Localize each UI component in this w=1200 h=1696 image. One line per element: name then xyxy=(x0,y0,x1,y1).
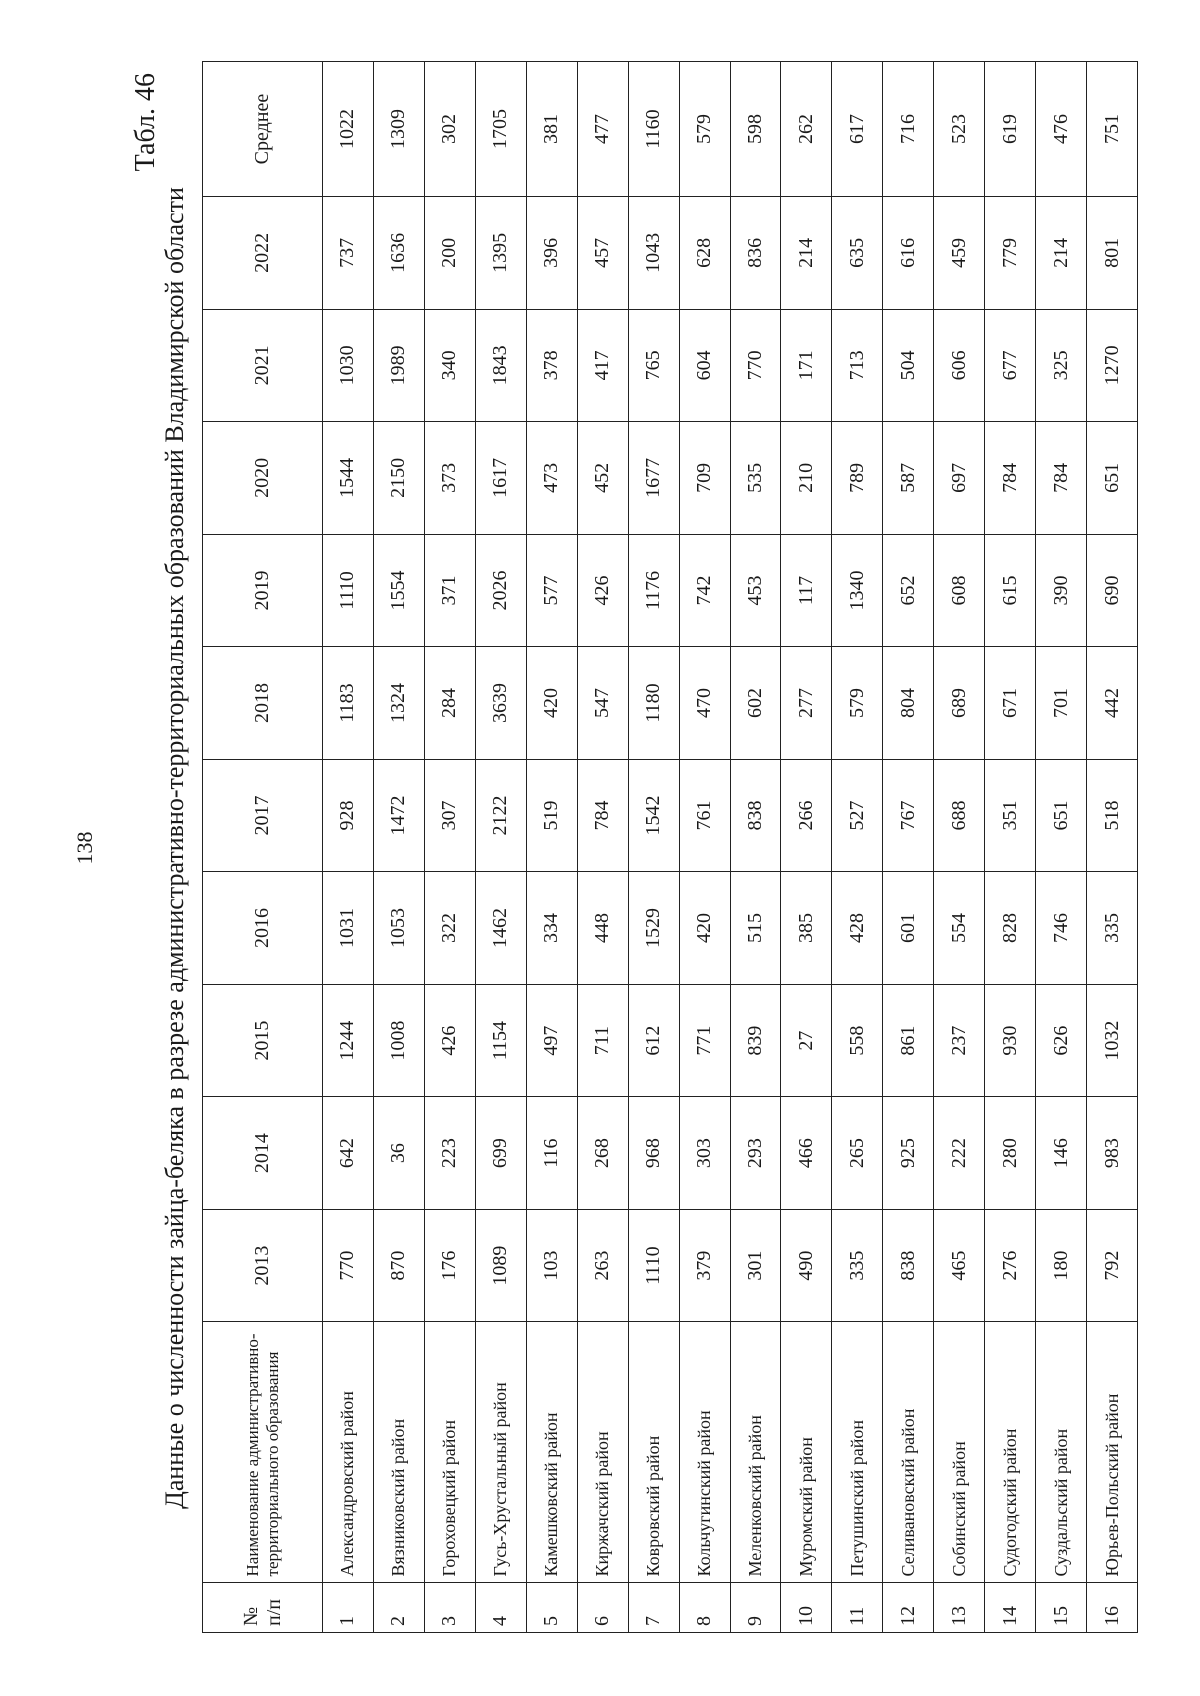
year-value-cell: 697 xyxy=(934,422,985,535)
district-name-cell: Селивановский район xyxy=(883,1322,934,1583)
average-value-cell: 477 xyxy=(577,62,628,197)
year-value-cell: 280 xyxy=(985,1097,1036,1210)
year-value-cell: 1030 xyxy=(323,309,374,422)
average-value-cell: 751 xyxy=(1087,62,1138,197)
header-year: 2020 xyxy=(203,422,323,535)
header-number-symbol: № xyxy=(239,1606,262,1626)
row-number-cell: 1 xyxy=(323,1583,374,1633)
header-year: 2017 xyxy=(203,759,323,872)
year-value-cell: 266 xyxy=(781,759,832,872)
year-value-cell: 606 xyxy=(934,309,985,422)
year-value-cell: 210 xyxy=(781,422,832,535)
average-value-cell: 1309 xyxy=(373,62,424,197)
year-value-cell: 518 xyxy=(1087,759,1138,872)
table-row xyxy=(781,62,832,1633)
average-value-cell: 579 xyxy=(679,62,730,197)
year-value-cell: 1677 xyxy=(628,422,679,535)
year-value-cell: 771 xyxy=(679,984,730,1097)
average-value-cell: 302 xyxy=(424,62,475,197)
year-value-cell: 497 xyxy=(526,984,577,1097)
year-value-cell: 604 xyxy=(679,309,730,422)
row-number-cell: 4 xyxy=(475,1583,526,1633)
year-value-cell: 504 xyxy=(883,309,934,422)
year-value-cell: 836 xyxy=(730,197,781,310)
year-value-cell: 801 xyxy=(1087,197,1138,310)
year-value-cell: 779 xyxy=(985,197,1036,310)
header-year: 2021 xyxy=(203,309,323,422)
year-value-cell: 671 xyxy=(985,647,1036,760)
year-value-cell: 466 xyxy=(781,1097,832,1210)
header-average: Среднее xyxy=(203,62,323,197)
year-value-cell: 711 xyxy=(577,984,628,1097)
year-value-cell: 616 xyxy=(883,197,934,310)
year-value-cell: 554 xyxy=(934,872,985,985)
year-value-cell: 465 xyxy=(934,1209,985,1322)
district-name-cell: Меленковский район xyxy=(730,1322,781,1583)
year-value-cell: 983 xyxy=(1087,1097,1138,1210)
year-value-cell: 222 xyxy=(934,1097,985,1210)
header-year: 2013 xyxy=(203,1209,323,1322)
year-value-cell: 426 xyxy=(424,984,475,1097)
header-year: 2015 xyxy=(203,984,323,1097)
year-value-cell: 770 xyxy=(323,1209,374,1322)
year-value-cell: 1154 xyxy=(475,984,526,1097)
year-value-cell: 146 xyxy=(1036,1097,1087,1210)
district-name-cell: Вязниковский район xyxy=(373,1322,424,1583)
year-value-cell: 116 xyxy=(526,1097,577,1210)
average-value-cell: 716 xyxy=(883,62,934,197)
row-number-cell: 10 xyxy=(781,1583,832,1633)
year-value-cell: 171 xyxy=(781,309,832,422)
year-value-cell: 223 xyxy=(424,1097,475,1210)
year-value-cell: 36 xyxy=(373,1097,424,1210)
district-name-cell: Собинский район xyxy=(934,1322,985,1583)
year-value-cell: 1472 xyxy=(373,759,424,872)
year-value-cell: 765 xyxy=(628,309,679,422)
year-value-cell: 470 xyxy=(679,647,730,760)
year-value-cell: 3639 xyxy=(475,647,526,760)
header-number-abbrev: п/п xyxy=(262,1599,285,1626)
year-value-cell: 527 xyxy=(832,759,883,872)
year-value-cell: 602 xyxy=(730,647,781,760)
year-value-cell: 688 xyxy=(934,759,985,872)
year-value-cell: 325 xyxy=(1036,309,1087,422)
year-value-cell: 1110 xyxy=(628,1209,679,1322)
year-value-cell: 1183 xyxy=(323,647,374,760)
year-value-cell: 713 xyxy=(832,309,883,422)
year-value-cell: 1270 xyxy=(1087,309,1138,422)
header-number xyxy=(203,1583,323,1633)
average-value-cell: 476 xyxy=(1036,62,1087,197)
year-value-cell: 535 xyxy=(730,422,781,535)
year-value-cell: 303 xyxy=(679,1097,730,1210)
district-name-cell: Кольчугинский район xyxy=(679,1322,730,1583)
row-number-cell: 11 xyxy=(832,1583,883,1633)
year-value-cell: 263 xyxy=(577,1209,628,1322)
year-value-cell: 214 xyxy=(1036,197,1087,310)
table-row xyxy=(679,62,730,1633)
year-value-cell: 420 xyxy=(526,647,577,760)
average-value-cell: 598 xyxy=(730,62,781,197)
year-value-cell: 340 xyxy=(424,309,475,422)
year-value-cell: 689 xyxy=(934,647,985,760)
table-row xyxy=(628,62,679,1633)
district-name-cell: Александровский район xyxy=(323,1322,374,1583)
header-year: 2018 xyxy=(203,647,323,760)
header-row xyxy=(203,62,323,1633)
district-name-cell: Гусь-Хрустальный район xyxy=(475,1322,526,1583)
header-year: 2016 xyxy=(203,872,323,985)
year-value-cell: 371 xyxy=(424,534,475,647)
row-number-cell: 15 xyxy=(1036,1583,1087,1633)
year-value-cell: 322 xyxy=(424,872,475,985)
average-value-cell: 1160 xyxy=(628,62,679,197)
row-number-cell: 5 xyxy=(526,1583,577,1633)
year-value-cell: 265 xyxy=(832,1097,883,1210)
year-value-cell: 519 xyxy=(526,759,577,872)
hare-population-table xyxy=(202,61,1138,1633)
year-value-cell: 417 xyxy=(577,309,628,422)
year-value-cell: 490 xyxy=(781,1209,832,1322)
year-value-cell: 968 xyxy=(628,1097,679,1210)
year-value-cell: 334 xyxy=(526,872,577,985)
year-value-cell: 1544 xyxy=(323,422,374,535)
year-value-cell: 301 xyxy=(730,1209,781,1322)
year-value-cell: 677 xyxy=(985,309,1036,422)
year-value-cell: 652 xyxy=(883,534,934,647)
year-value-cell: 828 xyxy=(985,872,1036,985)
row-number-cell: 6 xyxy=(577,1583,628,1633)
year-value-cell: 709 xyxy=(679,422,730,535)
table-row xyxy=(985,62,1036,1633)
year-value-cell: 237 xyxy=(934,984,985,1097)
year-value-cell: 1110 xyxy=(323,534,374,647)
year-value-cell: 103 xyxy=(526,1209,577,1322)
year-value-cell: 742 xyxy=(679,534,730,647)
district-name-cell: Муромский район xyxy=(781,1322,832,1583)
average-value-cell: 617 xyxy=(832,62,883,197)
district-name-cell: Гороховецкий район xyxy=(424,1322,475,1583)
year-value-cell: 307 xyxy=(424,759,475,872)
district-name-cell: Юрьев-Польский район xyxy=(1087,1322,1138,1583)
year-value-cell: 442 xyxy=(1087,647,1138,760)
average-value-cell: 523 xyxy=(934,62,985,197)
year-value-cell: 420 xyxy=(679,872,730,985)
row-number-cell: 3 xyxy=(424,1583,475,1633)
average-value-cell: 1705 xyxy=(475,62,526,197)
year-value-cell: 642 xyxy=(323,1097,374,1210)
year-value-cell: 1340 xyxy=(832,534,883,647)
row-number-cell: 12 xyxy=(883,1583,934,1633)
year-value-cell: 428 xyxy=(832,872,883,985)
year-value-cell: 277 xyxy=(781,647,832,760)
year-value-cell: 2026 xyxy=(475,534,526,647)
year-value-cell: 268 xyxy=(577,1097,628,1210)
year-value-cell: 378 xyxy=(526,309,577,422)
year-value-cell: 792 xyxy=(1087,1209,1138,1322)
row-number-cell: 14 xyxy=(985,1583,1036,1633)
year-value-cell: 699 xyxy=(475,1097,526,1210)
row-number-cell: 13 xyxy=(934,1583,985,1633)
year-value-cell: 473 xyxy=(526,422,577,535)
year-value-cell: 1244 xyxy=(323,984,374,1097)
year-value-cell: 635 xyxy=(832,197,883,310)
year-value-cell: 1636 xyxy=(373,197,424,310)
year-value-cell: 373 xyxy=(424,422,475,535)
year-value-cell: 746 xyxy=(1036,872,1087,985)
table-row xyxy=(323,62,374,1633)
year-value-cell: 558 xyxy=(832,984,883,1097)
year-value-cell: 1176 xyxy=(628,534,679,647)
year-value-cell: 117 xyxy=(781,534,832,647)
year-value-cell: 1395 xyxy=(475,197,526,310)
table-row xyxy=(577,62,628,1633)
year-value-cell: 385 xyxy=(781,872,832,985)
table-body xyxy=(323,62,1138,1633)
header-name: Наименование административно-территориального образования xyxy=(203,1322,323,1583)
row-number-cell: 7 xyxy=(628,1583,679,1633)
table-row xyxy=(373,62,424,1633)
district-name-cell: Суздальский район xyxy=(1036,1322,1087,1583)
average-value-cell: 262 xyxy=(781,62,832,197)
rotated-page-content xyxy=(130,57,1150,1639)
year-value-cell: 1008 xyxy=(373,984,424,1097)
year-value-cell: 608 xyxy=(934,534,985,647)
year-value-cell: 1529 xyxy=(628,872,679,985)
year-value-cell: 426 xyxy=(577,534,628,647)
year-value-cell: 612 xyxy=(628,984,679,1097)
year-value-cell: 2150 xyxy=(373,422,424,535)
year-value-cell: 626 xyxy=(1036,984,1087,1097)
year-value-cell: 1089 xyxy=(475,1209,526,1322)
year-value-cell: 2122 xyxy=(475,759,526,872)
year-value-cell: 737 xyxy=(323,197,374,310)
table-row xyxy=(1087,62,1138,1633)
year-value-cell: 276 xyxy=(985,1209,1036,1322)
year-value-cell: 839 xyxy=(730,984,781,1097)
year-value-cell: 515 xyxy=(730,872,781,985)
year-value-cell: 335 xyxy=(1087,872,1138,985)
year-value-cell: 1053 xyxy=(373,872,424,985)
year-value-cell: 200 xyxy=(424,197,475,310)
year-value-cell: 761 xyxy=(679,759,730,872)
year-value-cell: 547 xyxy=(577,647,628,760)
header-year: 2022 xyxy=(203,197,323,310)
year-value-cell: 396 xyxy=(526,197,577,310)
year-value-cell: 928 xyxy=(323,759,374,872)
year-value-cell: 390 xyxy=(1036,534,1087,647)
year-value-cell: 1462 xyxy=(475,872,526,985)
year-value-cell: 1032 xyxy=(1087,984,1138,1097)
year-value-cell: 579 xyxy=(832,647,883,760)
year-value-cell: 1031 xyxy=(323,872,374,985)
year-value-cell: 838 xyxy=(730,759,781,872)
table-row xyxy=(934,62,985,1633)
average-value-cell: 381 xyxy=(526,62,577,197)
table-row xyxy=(526,62,577,1633)
row-number-cell: 8 xyxy=(679,1583,730,1633)
year-value-cell: 1043 xyxy=(628,197,679,310)
year-value-cell: 651 xyxy=(1087,422,1138,535)
table-row xyxy=(424,62,475,1633)
year-value-cell: 615 xyxy=(985,534,1036,647)
district-name-cell: Судогодский район xyxy=(985,1322,1036,1583)
row-number-cell: 2 xyxy=(373,1583,424,1633)
year-value-cell: 577 xyxy=(526,534,577,647)
year-value-cell: 453 xyxy=(730,534,781,647)
year-value-cell: 452 xyxy=(577,422,628,535)
year-value-cell: 1617 xyxy=(475,422,526,535)
year-value-cell: 784 xyxy=(577,759,628,872)
year-value-cell: 784 xyxy=(1036,422,1087,535)
year-value-cell: 701 xyxy=(1036,647,1087,760)
table-row xyxy=(1036,62,1087,1633)
average-value-cell: 619 xyxy=(985,62,1036,197)
district-name-cell: Камешковский район xyxy=(526,1322,577,1583)
year-value-cell: 457 xyxy=(577,197,628,310)
row-number-cell: 9 xyxy=(730,1583,781,1633)
year-value-cell: 651 xyxy=(1036,759,1087,872)
year-value-cell: 1180 xyxy=(628,647,679,760)
year-value-cell: 1843 xyxy=(475,309,526,422)
year-value-cell: 784 xyxy=(985,422,1036,535)
district-name-cell: Ковровский район xyxy=(628,1322,679,1583)
year-value-cell: 180 xyxy=(1036,1209,1087,1322)
year-value-cell: 601 xyxy=(883,872,934,985)
table-row xyxy=(730,62,781,1633)
year-value-cell: 1554 xyxy=(373,534,424,647)
district-name-cell: Петушинский район xyxy=(832,1322,883,1583)
table-row xyxy=(832,62,883,1633)
page-number: 138 xyxy=(72,831,97,865)
year-value-cell: 293 xyxy=(730,1097,781,1210)
table-row xyxy=(475,62,526,1633)
year-value-cell: 1989 xyxy=(373,309,424,422)
year-value-cell: 27 xyxy=(781,984,832,1097)
year-value-cell: 789 xyxy=(832,422,883,535)
year-value-cell: 459 xyxy=(934,197,985,310)
year-value-cell: 804 xyxy=(883,647,934,760)
row-number-cell: 16 xyxy=(1087,1583,1138,1633)
table-title: Данные о численности зайца-беляка в разрезе административно-территориальных образований Владимирской области xyxy=(160,187,189,1509)
year-value-cell: 1324 xyxy=(373,647,424,760)
year-value-cell: 379 xyxy=(679,1209,730,1322)
year-value-cell: 335 xyxy=(832,1209,883,1322)
year-value-cell: 587 xyxy=(883,422,934,535)
header-year: 2014 xyxy=(203,1097,323,1210)
year-value-cell: 628 xyxy=(679,197,730,310)
year-value-cell: 838 xyxy=(883,1209,934,1322)
year-value-cell: 767 xyxy=(883,759,934,872)
year-value-cell: 770 xyxy=(730,309,781,422)
district-name-cell: Киржачский район xyxy=(577,1322,628,1583)
year-value-cell: 690 xyxy=(1087,534,1138,647)
table-label: Табл. 46 xyxy=(130,73,161,172)
table-row xyxy=(883,62,934,1633)
year-value-cell: 1542 xyxy=(628,759,679,872)
year-value-cell: 861 xyxy=(883,984,934,1097)
year-value-cell: 930 xyxy=(985,984,1036,1097)
year-value-cell: 176 xyxy=(424,1209,475,1322)
year-value-cell: 284 xyxy=(424,647,475,760)
average-value-cell: 1022 xyxy=(323,62,374,197)
year-value-cell: 214 xyxy=(781,197,832,310)
header-year: 2019 xyxy=(203,534,323,647)
year-value-cell: 925 xyxy=(883,1097,934,1210)
year-value-cell: 351 xyxy=(985,759,1036,872)
year-value-cell: 448 xyxy=(577,872,628,985)
year-value-cell: 870 xyxy=(373,1209,424,1322)
